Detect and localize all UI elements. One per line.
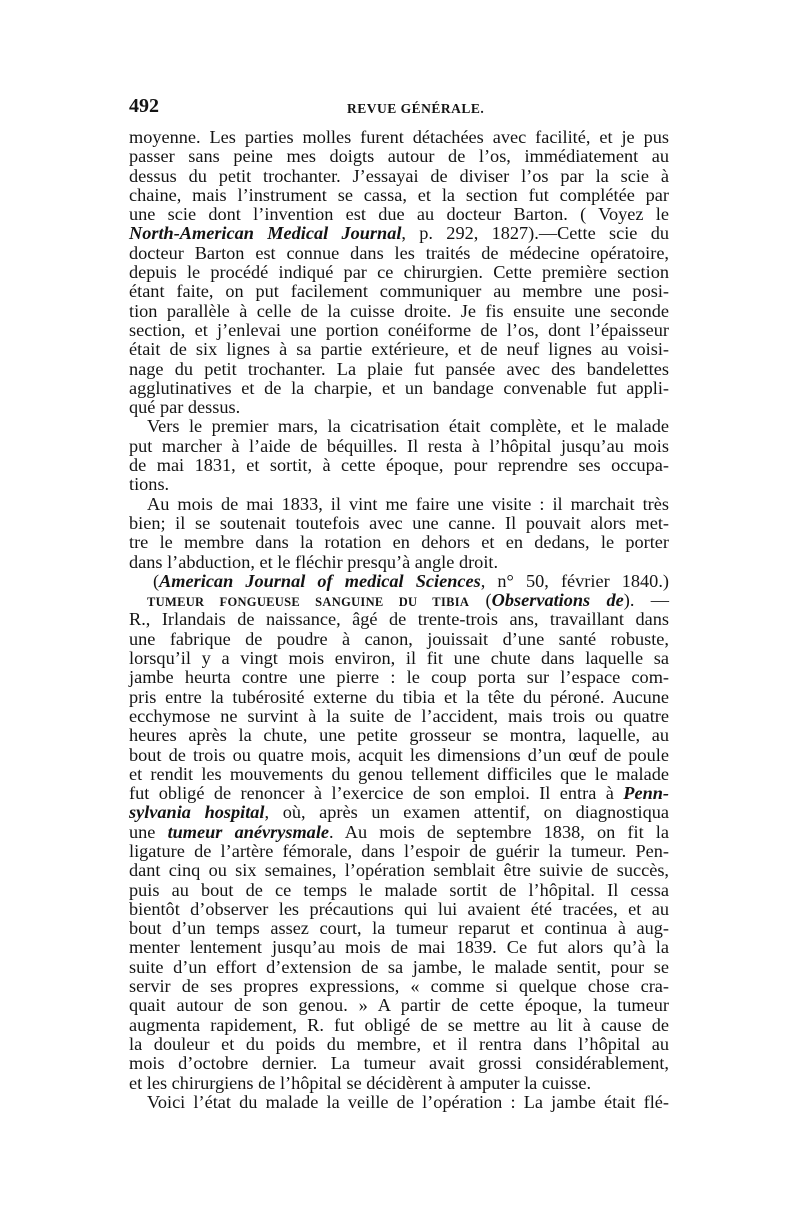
text-span: de mai 1831, et sortit, à cette époque, pour reprendre ses occupa-: [129, 455, 669, 476]
text-span: docteur Barton est connue dans les traités de médecine opératoire,: [129, 242, 669, 263]
text-line: [129, 842, 669, 861]
text-line: [129, 360, 669, 379]
text-span: tion parallèle à celle de la cuisse droite. Je fis ensuite une seconde: [129, 300, 669, 321]
text-span: , p. 292, 1827).—Cette scie du: [401, 223, 669, 244]
text-line: [129, 591, 669, 610]
text-span: put marcher à l’aide de béquilles. Il resta à l’hôpital jusqu’au mois: [129, 435, 669, 456]
text-span: ligature de l’artère fémorale, dans l’espoir de guérir la tumeur. Pen-: [129, 840, 669, 861]
text-line: [129, 282, 669, 301]
text-span: fut obligé de renoncer à l’exercice de son emploi. Il entra à: [129, 783, 624, 804]
text-line: [129, 1016, 669, 1035]
text-line: [129, 610, 669, 629]
text-span: une fabrique de poudre à canon, jouissait d’une santé robuste,: [129, 628, 669, 649]
text-span: section, et j’enlevai une portion conéiforme de l’os, dont l’épaisseur: [129, 319, 669, 340]
text-span: lorsqu’il y a vingt mois environ, il fit une chute dans laquelle sa: [129, 648, 669, 669]
text-line: [129, 495, 669, 514]
text-line: [129, 630, 669, 649]
text-span: la douleur et du poids du membre, et il rentra dans l’hôpital au: [129, 1033, 669, 1054]
page-header: [129, 95, 669, 123]
text-span: moyenne. Les parties molles furent détachées avec facilité, et je pus: [129, 127, 669, 147]
text-line: [129, 321, 669, 340]
text-span: agglutinatives et de la charpie, et un bandage convenable fut appli-: [129, 377, 669, 398]
text-line: [129, 746, 669, 765]
text-span: quait autour de son genou. » A partir de cette époque, la tumeur: [129, 995, 669, 1016]
text-span: jambe heurta contre une pierre : le coup porta sur l’espace com-: [129, 667, 669, 688]
text-line: [129, 186, 669, 205]
text-span: dessus du petit trochanter. J’essayai de diviser l’os par la scie à: [129, 165, 669, 186]
text-line: [129, 765, 669, 784]
text-span: bien; il se soutenait toutefois avec une canne. Il pouvait alors met-: [129, 512, 669, 533]
text-line: [129, 958, 669, 977]
text-line: [129, 456, 669, 475]
page-number: 492: [129, 95, 159, 117]
text-span: était de six lignes à sa partie extérieure, et de neuf lignes au voisi-: [129, 339, 669, 360]
text-span: bout d’un temps assez court, la tumeur reparut et continua à aug-: [129, 918, 669, 939]
text-span: qué par dessus.: [129, 397, 241, 418]
text-span: dans l’abduction, et le fléchir presqu’à angle droit.: [129, 551, 499, 572]
text-line: [129, 1074, 669, 1093]
body-text: [129, 128, 669, 1112]
text-line: [129, 668, 669, 687]
text-line: [129, 803, 669, 822]
text-span: mois d’octobre dernier. La tumeur avait grossi considérablement,: [129, 1053, 669, 1074]
text-span: (: [469, 590, 492, 611]
text-span: puis au bout de ce temps le malade sortit de l’hôpital. Il cessa: [129, 879, 669, 900]
text-line: [129, 688, 669, 707]
text-span: une scie dont l’invention est due au docteur Barton. ( Voyez le: [129, 204, 669, 225]
text-line: [129, 340, 669, 359]
text-span: une: [129, 821, 168, 842]
text-line: [129, 649, 669, 668]
text-span: et les chirurgiens de l’hôpital se décidèrent à amputer la cuisse.: [129, 1072, 592, 1093]
text-line: [129, 1093, 669, 1112]
text-line: [129, 167, 669, 186]
text-line: [129, 784, 669, 803]
text-span: (: [153, 570, 160, 591]
text-span: menter lentement jusqu’au mois de mai 1839. Ce fut alors qu’à la: [129, 937, 669, 958]
text-line: [129, 726, 669, 745]
text-span: tre le membre dans la rotation en dehors et en dedans, le porter: [129, 532, 669, 553]
text-span: heures après la chute, une petite grosseur se montra, laquelle, au: [129, 725, 669, 746]
text-line: [129, 398, 669, 417]
text-line: [129, 205, 669, 224]
text-span: . Au mois de septembre 1838, on fit la: [329, 821, 669, 842]
text-line: [129, 1054, 669, 1073]
running-head: REVUE GÉNÉRALE.: [347, 101, 485, 116]
text-line: [129, 572, 669, 591]
text-line: [129, 707, 669, 726]
emphasis-span: American Journal of medical Sciences: [159, 570, 481, 591]
text-span: pris entre la tubérosité externe du tibia et la tête du péroné. Aucune: [129, 686, 669, 707]
text-line: [129, 919, 669, 938]
text-span: bientôt d’observer les précautions qui lui avaient été tracées, et au: [129, 898, 669, 919]
text-span: depuis le procédé indiqué par ce chirurgien. Cette première section: [129, 262, 669, 283]
text-line: [129, 437, 669, 456]
text-span: étant faite, on put facilement communiquer au membre une posi-: [129, 281, 669, 302]
text-line: [129, 861, 669, 880]
text-line: [129, 302, 669, 321]
text-span: Au mois de mai 1833, il vint me faire une visite : il marchait très: [147, 493, 669, 514]
text-line: [129, 224, 669, 243]
text-line: [129, 244, 669, 263]
emphasis-span: North-American Medical Journal: [129, 223, 402, 244]
text-line: [129, 977, 669, 996]
text-span: nage du petit trochanter. La plaie fut pansée avec des bandelettes: [129, 358, 669, 379]
text-span: ecchymose ne survint à la suite de l’accident, mais trois ou quatre: [129, 705, 669, 726]
text-span: Vers le premier mars, la cicatrisation était complète, et le malade: [147, 416, 669, 437]
text-line: [129, 823, 669, 842]
text-line: [129, 263, 669, 282]
text-line: [129, 938, 669, 957]
text-span: , où, après un examen attentif, on diagnostiqua: [264, 802, 669, 823]
text-line: [129, 996, 669, 1015]
text-span: Voici l’état du malade la veille de l’opération : La jambe était flé-: [147, 1091, 669, 1112]
text-span: R., Irlandais de naissance, âgé de trente-trois ans, travaillant dans: [129, 609, 669, 630]
emphasis-span: sylvania hospital: [129, 802, 265, 823]
text-span: dant cinq ou six semaines, l’opération semblait être suivie de succès,: [129, 860, 669, 881]
emphasis-span: TUMEUR FONGUEUSE SANGUINE DU TIBIA: [147, 595, 470, 610]
text-span: chaine, mais l’instrument se cassa, et la section fut complétée par: [129, 184, 669, 205]
text-line: [129, 881, 669, 900]
text-span: augmenta rapidement, R. fut obligé de se mettre au lit à cause de: [129, 1014, 669, 1035]
text-line: [129, 417, 669, 436]
text-span: bout de trois ou quatre mois, acquit les dimensions d’un œuf de poule: [129, 744, 669, 765]
text-line: [129, 553, 669, 572]
emphasis-span: tumeur anévrysmale: [167, 821, 330, 842]
text-span: ). —: [623, 590, 669, 611]
text-line: [129, 1035, 669, 1054]
text-line: [129, 128, 669, 147]
emphasis-span: Observations de: [491, 590, 624, 611]
text-line: [129, 475, 669, 494]
text-span: , n° 50, février 1840.): [480, 570, 669, 591]
text-span: passer sans peine mes doigts autour de l’os, immédiatement au: [129, 146, 669, 167]
text-line: [129, 379, 669, 398]
text-line: [129, 900, 669, 919]
text-line: [129, 514, 669, 533]
text-line: [129, 147, 669, 166]
emphasis-span: Penn-: [623, 783, 669, 804]
text-span: tions.: [129, 474, 170, 495]
text-line: [129, 533, 669, 552]
text-span: et rendit les mouvements du genou tellement difficiles que le malade: [129, 763, 669, 784]
text-span: suite d’un effort d’extension de sa jambe, le malade sentit, pour se: [129, 956, 669, 977]
text-span: servir de ses propres expressions, « comme si quelque chose cra-: [129, 976, 669, 997]
